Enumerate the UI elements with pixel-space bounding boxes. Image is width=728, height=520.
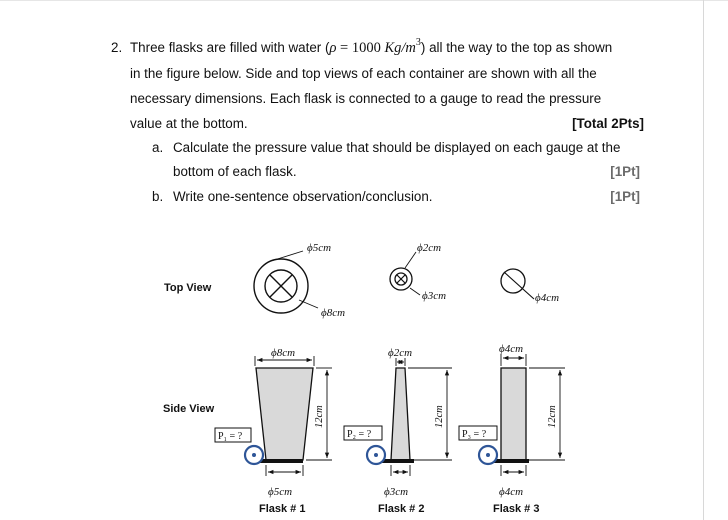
rho-value: = 1000 [336,40,385,56]
flask-3-body [501,368,526,460]
flask-3-side-view [459,343,565,515]
flask-3-height-dimension: 12cm [547,405,558,428]
flask-1-top-inner-dimension: ϕ8cm [321,307,346,319]
flask-2-gauge-label: P₂ = ? [347,429,372,440]
top-view-label: Top View [164,282,212,294]
flask-2-top-outer-dimension: ϕ2cm [417,242,442,254]
density-unit-exponent: 3 [415,37,421,49]
flask-1-name: Flask # 1 [259,503,306,515]
flask-1-side-bottom-dimension: ϕ5cm [268,486,293,498]
question-number: 2. [111,40,123,55]
flask-2-top-inner-dimension: ϕ3cm [422,290,447,302]
flask-3-top-diameter-line [504,272,534,299]
flask-3-gauge-needle-icon [486,453,490,457]
part-a-line-2: bottom of each flask. [173,164,297,179]
flask-1-top-outer-leader [268,251,303,262]
flask-1-top-outer-dimension: ϕ5cm [307,242,332,254]
question-total-points: [Total 2Pts] [572,116,644,131]
flask-2-name: Flask # 2 [378,503,425,515]
question-line-1-after: ) all the way to the top as shown [420,40,613,55]
flask-2-body [391,368,410,460]
question-line-4: value at the bottom. [130,116,248,131]
question-line-2: in the figure below. Side and top views of each container are shown with all the [130,66,597,81]
part-a-line-1: Calculate the pressure value that should be displayed on each gauge at the [173,140,621,155]
flask-3-top-dimension: ϕ4cm [535,292,560,304]
density-unit: Kg/m [384,40,416,56]
flask-1-gauge-needle-icon [252,453,256,457]
flask-2-gauge-needle-icon [374,453,378,457]
flask-1-body [256,368,313,460]
side-view-label: Side View [163,403,215,415]
flask-2-top-outer-leader [405,252,416,268]
flask-3-side-bottom-dimension: ϕ4cm [499,486,524,498]
rho-symbol: ρ [329,40,337,56]
part-b-points: [1Pt] [610,189,640,204]
flask-2-side-view [344,347,452,515]
question-line-3: necessary dimensions. Each flask is connected to a gauge to read the pressure [130,91,602,106]
flask-3-top-view [501,269,559,304]
flask-3-name: Flask # 3 [493,503,540,515]
part-b-letter: b. [152,189,164,204]
part-a-letter: a. [152,140,164,155]
flask-1-top-view [254,242,345,319]
part-b-line-1: Write one-sentence observation/conclusion. [173,189,433,204]
flask-1-gauge-label: P₁ = ? [218,431,243,442]
flask-1-side-top-dimension: ϕ8cm [271,347,296,359]
flask-2-top-inner-leader [410,288,420,295]
question-line-1-before: Three flasks are filled with water ( [130,40,330,55]
flask-2-height-dimension: 12cm [434,405,445,428]
flask-3-gauge-label: P₃ = ? [462,429,487,440]
flask-1-side-view [215,347,332,515]
part-a-points: [1Pt] [610,164,640,179]
flask-3-side-top-dimension: ϕ4cm [499,343,524,355]
flask-2-side-top-dimension: ϕ2cm [388,347,413,359]
flask-2-side-bottom-dimension: ϕ3cm [384,486,409,498]
flask-2-top-view [390,242,446,302]
flask-1-height-dimension: 12cm [314,405,325,428]
